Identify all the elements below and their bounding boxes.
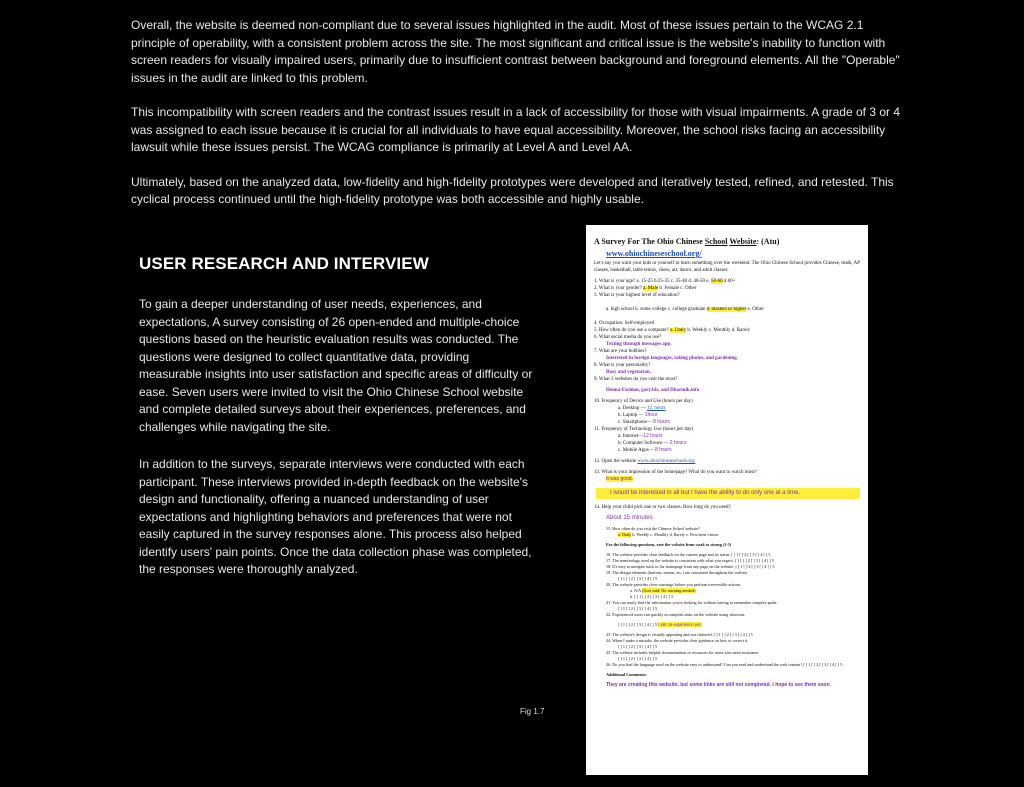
survey-comments: They are creating this website, but some links are still not completed. I hope to see them soon.	[606, 682, 832, 688]
survey-q22-rating: [ ] 1 [ ] 2 [ ] 3 [ ] 4 [ ] 5 I am no experience yet.	[618, 622, 702, 627]
survey-q25-rating: [ ] 1 [ ] 2 [ ] 3 [ ] 4 [ ] 5	[618, 656, 658, 661]
survey-q3: 3. What is your highest level of education?	[594, 293, 680, 298]
survey-q11-c: c. Mobile Apps— 8 hours	[618, 447, 672, 453]
survey-page2	[594, 526, 860, 688]
figure-caption: Fig 1.7	[520, 707, 545, 716]
research-section	[139, 254, 534, 599]
intro-paragraph-3: Ultimately, based on the analyzed data, low-fidelity and high-fidelity prototypes were developed and iteratively tested, refined, and retested. This cyclical process continued until the high-fidelity prototype was both accessible and highly usable.	[131, 174, 894, 206]
survey-q6: 6. What social media do you use?	[594, 335, 662, 340]
survey-q7: 7. What are your hobbies?	[594, 349, 647, 354]
survey-q20-b: b. [ ] 1 [ ] 2 [ ] 3 [ ] 4 [ ] 5	[630, 594, 674, 599]
survey-document-image	[586, 225, 868, 775]
survey-q19-rating: [ ] 1 [ ] 2 [ ] 3 [ ] 4 [ ] 5	[618, 576, 658, 581]
survey-q10-b: b. Laptop — 1hour	[618, 412, 658, 418]
survey-q13-answer: It was good.	[606, 476, 633, 482]
survey-intro: Let's say you want your kids or yourself to learn something over the weekend. The Ohio Chinese School provides Chinese, math, AP classes, basketball, table tennis, chess, art, dance, and adult classes.	[594, 261, 860, 273]
survey-q12: 12. Open the website www.ohiochineseschool.org/	[594, 459, 696, 464]
survey-q14-answer: About 15 minutes	[606, 515, 653, 521]
research-paragraph-2: In addition to the surveys, separate interviews were conducted with each participant. These interviews provided in-depth feedback on the website's design and functionality, offering a nuanced understanding of user expectations and highlighting behaviors and preferences that were not easily captured in the survey responses alone. This process also helped identify users' pain points. Once the data collection phase was completed, the responses were thoroughly analyzed.	[139, 457, 532, 576]
survey-comments-heading: Additional Comments:	[606, 672, 647, 677]
survey-q19: 19. The design elements (buttons, menus, etc.) are consistent throughout the website.	[606, 570, 749, 575]
survey-q8: 8. What is your personality?	[594, 363, 651, 368]
survey-q15: 15. How often do you visit the Chinese School website?	[606, 526, 700, 531]
intro-paragraph-2: This incompatibility with screen readers and the contrast issues result in a lack of accessibility for those with visual impairments. A grade of 3 or 4 was assigned to each issue because it is crucial for all individuals to have equal accessibility. Moreover, the school risks facing an accessibility lawsuit while these issues persist. The WCAG compliance is primarily at Level A and Level AA.	[131, 105, 901, 154]
survey-q10: 10. Frequency of Device and Use (hours per day)	[594, 399, 693, 404]
survey-url: www.ohiochineseschool.org/	[606, 249, 702, 258]
survey-q21-rating: [ ] 1 [ ] 2 [ ] 3 [ ] 4 [ ] 5	[618, 606, 658, 611]
survey-q9: 9. What 3 websites do you visit the most?	[594, 377, 678, 382]
survey-q3-options: a. high school b. some college c. college graduate d. masters or higher e. Other	[606, 307, 764, 312]
survey-q2: 2. What is your gender? a. Male b. Female c. Other	[594, 286, 697, 291]
survey-q17: 17. The terminology used on the website is consistent with what you expect. [ ] 1 [ ] 2 [ ] 3 [ ] 4 [ ] 5	[606, 558, 774, 563]
survey-q20: 20. The website provides clear warnings before you perform irreversible actions.	[606, 582, 742, 587]
survey-q20-a: a. N/A (User said: No warning needed)	[630, 588, 696, 593]
survey-q22: 22. Experienced users can quickly accomplish tasks on the website using shortcuts.	[606, 612, 746, 617]
survey-q10-a: a. Desktop — 12. hours	[618, 406, 666, 411]
survey-q15-options: a. Daily b. Weekly c. Monthly d. Rarely e. First-time visitor	[618, 532, 719, 537]
survey-q5: 5. How often do you use a computer? a. Daily b. Weekly c. Monthly d. Rarely	[594, 328, 751, 333]
survey-q11-b: b. Computer Software — 2 hours	[618, 440, 687, 446]
survey-q10-c: c. Smartphone— 8 hours	[618, 419, 670, 425]
survey-q16: 16. The website provides clear feedback on the current page and its status. [ ] 1 [ ] 2 [ ] 3 [ ] 4 [ ] 5	[606, 552, 771, 557]
intro-section	[131, 17, 901, 226]
survey-q24-rating: [ ] 1 [ ] 2 [ ] 3 [ ] 4 [ ] 5	[618, 644, 658, 649]
survey-title: A Survey For The Ohio Chinese School Website: (Atu)	[594, 237, 780, 246]
survey-q24: 24. When I make a mistake, the website provides clear guidance on how to correct it.	[606, 638, 749, 643]
survey-q25: 25. The website includes helpful documentation or resources for users who need assistance.	[606, 650, 760, 655]
survey-q18: 18. It's easy to navigate back to the homepage from any page on the website. [ ] 1 [ ] 2 [ ] 3 [ ] 4 [ ] 5	[606, 564, 775, 569]
survey-q6-answer: Texting through messages app.	[606, 342, 672, 347]
survey-q26: 26. Do you find the language used on the website easy to understand? Can you read and understand the web content? [ ] 1 [ ] 2 [ ] 3 [ ] 4 [ ] 5	[606, 662, 843, 667]
survey-q13-highlight: I would be interested in all but I have the ability to do only one at a time.	[596, 488, 860, 499]
survey-q11: 11. Frequency of Technology Use (hours per day)	[594, 427, 694, 432]
section-heading: USER RESEARCH AND INTERVIEW	[139, 254, 429, 273]
survey-q14: 14. Help your child pick one or two classes. How long do you need?	[594, 505, 731, 510]
survey-q1: 1. What is your age? a. 15-25 b.25-35 c. 35-40 d. 40-50 e. 50-60 d.60+	[594, 279, 736, 284]
survey-q23: 23. The website's design is visually appealing and not cluttered. [ ] 1 [ ] 2 [ ] 3 [ ] 4 [ ] 5	[606, 632, 753, 637]
research-paragraph-1: To gain a deeper understanding of user needs, experiences, and expectations, A survey consisting of 26 open-ended and multiple-choice questions based on the heuristic evaluation results was conducted. The questions were designed to collect quantitative data, providing measurable insights into user satisfaction and specific areas of difficulty or ease. Seven users were invited to visit the Ohio Chinese School website and complete detailed surveys about their experiences, preferences, and challenges while navigating the site.	[139, 297, 533, 434]
survey-rating-heading: For the following questions, rate the website from weak to strong (1-5)	[606, 542, 732, 547]
survey-q11-a: a. Internet—12 hours	[618, 433, 663, 439]
survey-q21: 21. You can easily find the information you're looking for without having to remember complex paths.	[606, 600, 778, 605]
survey-q8-answer: Busy and vegetarian.	[606, 370, 651, 375]
intro-paragraph-1: Overall, the website is deemed non-compliant due to several issues highlighted in the audit. Most of these issues pertain to the WCAG 2.1 principle of operability, with a consistent problem across the site. The most significant and critical issue is the website's inability to function with screen readers for visually impaired users, primarily due to insufficient contrast between background and foreground elements. All the "Operable" issues in the audit are linked to this problem.	[131, 18, 900, 85]
survey-q9-answer: Henna-Fashion, gary.biz, and Dharmik.info	[606, 388, 700, 393]
survey-q13: 13. What is your impression of the homepage? What do you want to watch most?	[594, 470, 757, 475]
survey-q4: 4. Occupation: Self-employed	[594, 321, 655, 326]
survey-q7-answer: Interested in foreign languages, taking photos, and gardening.	[606, 356, 739, 361]
